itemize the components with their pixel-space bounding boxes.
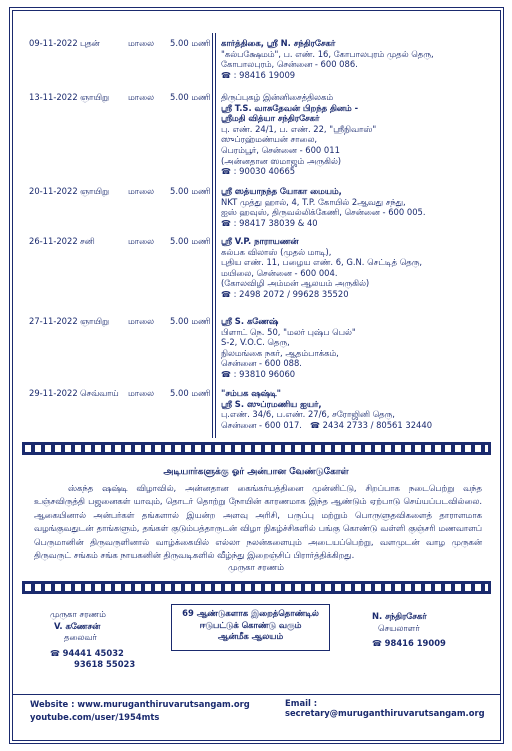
event-detail-line: (அன்னதான ஸமாஜம் அருகில்): [221, 155, 342, 166]
phone-icon: ☎: [50, 648, 60, 658]
schedule-divider: [212, 33, 213, 438]
event-slot: மாலை: [128, 92, 154, 102]
event-detail-line: ஐஸ் ஹவுஸ், திருவல்லிக்கேணி, சென்னை - 600 005.: [221, 207, 426, 218]
event-day: புதன்: [80, 38, 100, 48]
email-label: Email :: [285, 698, 318, 708]
event-detail-line: நிலமங்கை நகர், ஆதம்பாக்கம்,: [221, 347, 339, 358]
event-date: 20-11-2022: [29, 186, 78, 196]
website-block: [30, 698, 250, 724]
phone-icon: ☎: [221, 289, 231, 299]
organization-line-3: ஆன்மீக ஆலயம்: [217, 631, 284, 641]
event-time: 5.00 மணி: [170, 186, 211, 196]
footer-separator: [12, 694, 501, 695]
event-detail-line: பெரம்பூர், சென்னை - 600 011: [221, 144, 340, 155]
appeal-text: ஸ்கந்த ஷஷ்டி விழாவில், அன்னதான கைங்கர்யத்தினை முன்னிட்டு, சிறப்பாக நடைபெற்று வந்த உஞ்சவிருத்தி பஜனைகள் யாவும், தொடர் தொற்று நோயின் காரணமாக இந்த ஆண்டும் ஏற்பாடு செய்யப்படவில்லை. ஆகையினால் அன்பர்கள் தங்களால் இயன்ற அளவு அரிசி, பருப்பு மற்றும் பொருளுதவிகளைத் தாராளமாக வழங்குவதுடன் தாங்களும், தங்கள் குடும்பத்தாருடன் விழா நிகழ்ச்சிகளில் பங்கு கொண்டு வள்ளி குஞ்சரி மணவாளப் பெருமானின் திருவருளினால் வாழ்க்கையில் எல்லா நலன்களையும் அடையப்பெற்று, வளமுடன் வாழ முருகன் திருவருட் சங்கம் சங்க நாயகனின் திருவடிகளில் வீழ்ந்து இறைஞ்சிப் பிரார்த்திக்கிறது.: [34, 483, 482, 561]
event-detail-line: (கோலவிழி அம்மன் ஆலயம் அருகில்): [221, 278, 370, 289]
phone-icon: ☎: [309, 420, 320, 430]
event-detail-line: ஸ்ரீ S. ஸுப்ரமணிய ஐயர்,: [221, 398, 322, 409]
event-slot: மாலை: [128, 388, 154, 398]
event-phone-line: ☎ : 2498 2072 / 99628 35520: [221, 288, 349, 299]
event-detail-line: கார்த்திகை, ஸ்ரீ N. சந்திரசேகர்: [221, 38, 336, 48]
phone-icon: ☎: [221, 369, 231, 379]
president-phone-1: 94441 45032: [62, 647, 124, 658]
event-detail-line: ஸ்ரீ ஸத்யாநந்த யோகா மையம்,: [221, 186, 342, 196]
website-label: Website :: [30, 699, 75, 709]
event-detail-line: NKT முத்து ஹால், 4, T.P. கோயில் 2ஆவது சந்து,: [221, 196, 406, 207]
event-slot: மாலை: [128, 236, 154, 246]
event-time: 5.00 மணி: [170, 38, 211, 48]
event-slot: மாலை: [128, 186, 154, 196]
event-detail-line: மயிலை, சென்னை - 600 004.: [221, 267, 338, 278]
event-details: [221, 92, 376, 178]
email-link[interactable]: secretary@muruganthiruvarutsangam.org: [285, 708, 485, 718]
event-day: ஞாயிறு: [80, 186, 109, 196]
secretary-name: N. சந்திரசேகர்: [372, 611, 427, 621]
president-role: தலைவர்: [64, 632, 97, 642]
event-detail-line: பிளாட் நெ. 50, "மலர் புஷ்ப பெல்": [221, 326, 356, 337]
event-phone: 2498 2072 / 99628 35520: [239, 288, 349, 299]
event-phone: 93810 96060: [239, 368, 296, 379]
event-day: செவ்வாய்: [80, 388, 119, 398]
event-detail-line: பு.எண். 34/6, ப.எண். 27/6, சரோஜினி தெரு,: [221, 409, 395, 420]
event-slot: மாலை: [128, 316, 154, 326]
event-phone-line: ☎ : 93810 96060: [221, 368, 296, 379]
event-day: ஞாயிறு: [80, 92, 109, 102]
event-detail-line: ஸ்ரீ T.S. வாசுதேவன் பிறந்த தினம் -: [221, 102, 359, 113]
event-details: [221, 38, 434, 81]
event-detail-line: சென்னை - 600 017.: [221, 419, 302, 430]
film-strip-divider-bottom: [22, 581, 491, 594]
event-detail-line: "கல்பக்ஷேமம்", ப. எண். 16, கோபாலபுரம் முதல் தெரு,: [221, 48, 434, 59]
event-date: 13-11-2022: [29, 92, 78, 102]
president-salutation: முருகா சரணம்: [50, 609, 106, 619]
organization-line-1: 69 ஆண்டுகளாக இறைத்தொண்டில்: [182, 608, 319, 618]
president-name: V. கணேசன்: [54, 620, 101, 631]
event-date: 09-11-2022: [29, 38, 78, 48]
event-day: ஞாயிறு: [80, 316, 109, 326]
appeal-title: அடியார்களுக்கு ஓர் அன்பான வேண்டுகோள்: [163, 467, 349, 477]
event-time: 5.00 மணி: [170, 316, 211, 326]
event-detail-line: கோபாலபுரம், சென்னை - 600 086.: [221, 59, 358, 70]
event-detail-line: ஸ்ரீமதி வித்யா சந்திரசேகர்: [221, 113, 320, 124]
event-slot: மாலை: [128, 38, 154, 48]
event-detail-line: ஸ்ரீ V.P. நாராயணன்: [221, 236, 299, 246]
organization-line-2: ஈடுபட்டுக் கொண்டு வரும்: [199, 619, 302, 630]
secretary-role: செயலாளர்: [378, 622, 420, 633]
event-time: 5.00 மணி: [170, 236, 211, 246]
event-detail-line: திருப்புகழ் இன்னிசைத்திலகம்: [221, 92, 334, 102]
event-detail-line: ஸ்ரீ S. கணேஷ்: [221, 316, 279, 326]
event-details: [221, 186, 426, 229]
president-phone-2: 93618 55023: [74, 659, 136, 669]
youtube-link[interactable]: youtube.com/user/1954mts: [30, 712, 160, 722]
phone-icon: ☎: [372, 639, 382, 648]
appeal-closing: முருகா சரணம்: [228, 562, 284, 572]
secretary-phone: 98416 19009: [384, 638, 446, 648]
event-phone: 90030 40665: [239, 166, 296, 177]
phone-icon: ☎: [221, 167, 231, 177]
event-details: [221, 316, 356, 381]
event-time: 5.00 மணி: [170, 388, 211, 398]
event-phone: 98416 19009: [239, 69, 296, 80]
event-phone-line: ☎ : 98417 38039 & 40: [221, 217, 318, 228]
event-details: [221, 236, 422, 301]
president-block: [50, 609, 135, 671]
email-block: [285, 698, 512, 718]
event-detail-line: "சம்பக ஷஷ்டி": [221, 388, 282, 398]
event-detail-line: கல்பக விலாஸ் (முதல் மாடி),: [221, 246, 332, 257]
event-phone-line: ☎ : 90030 40665: [221, 166, 296, 177]
secretary-block: [372, 611, 446, 650]
event-detail-line-with-phone: [221, 420, 432, 432]
event-detail-line: சென்னை - 600 088.: [221, 358, 302, 369]
event-detail-line: புதிய எண். 11, பழைய எண். 6, G.N. செட்டித் தெரு,: [221, 257, 423, 268]
event-detail-line: ஸுப்ரஹ்மண்யன் சாலை,: [221, 134, 318, 145]
event-date: 26-11-2022: [29, 236, 78, 246]
event-detail-line: S-2, V.O.C. தெரு,: [221, 337, 290, 348]
event-date: 27-11-2022: [29, 316, 78, 326]
event-time: 5.00 மணி: [170, 92, 211, 102]
event-phone-line: ☎ : 98416 19009: [221, 69, 296, 80]
film-strip-divider-top: [22, 442, 491, 455]
event-phone: 98417 38039 & 40: [239, 217, 318, 228]
organization-box: [171, 604, 330, 651]
event-details: [221, 388, 432, 431]
event-day: சனி: [80, 236, 95, 246]
event-date: 29-11-2022: [29, 388, 78, 398]
website-link[interactable]: www.muruganthiruvarutsangam.org: [77, 699, 250, 709]
event-detail-line: பு. எண். 24/1, ப. எண். 22, "ஸ்ரீநிவாஸ்": [221, 123, 377, 134]
phone-icon: ☎: [221, 70, 231, 80]
phone-icon: ☎: [221, 218, 231, 228]
event-phone: 2434 2733 / 80561 32440: [322, 419, 433, 430]
